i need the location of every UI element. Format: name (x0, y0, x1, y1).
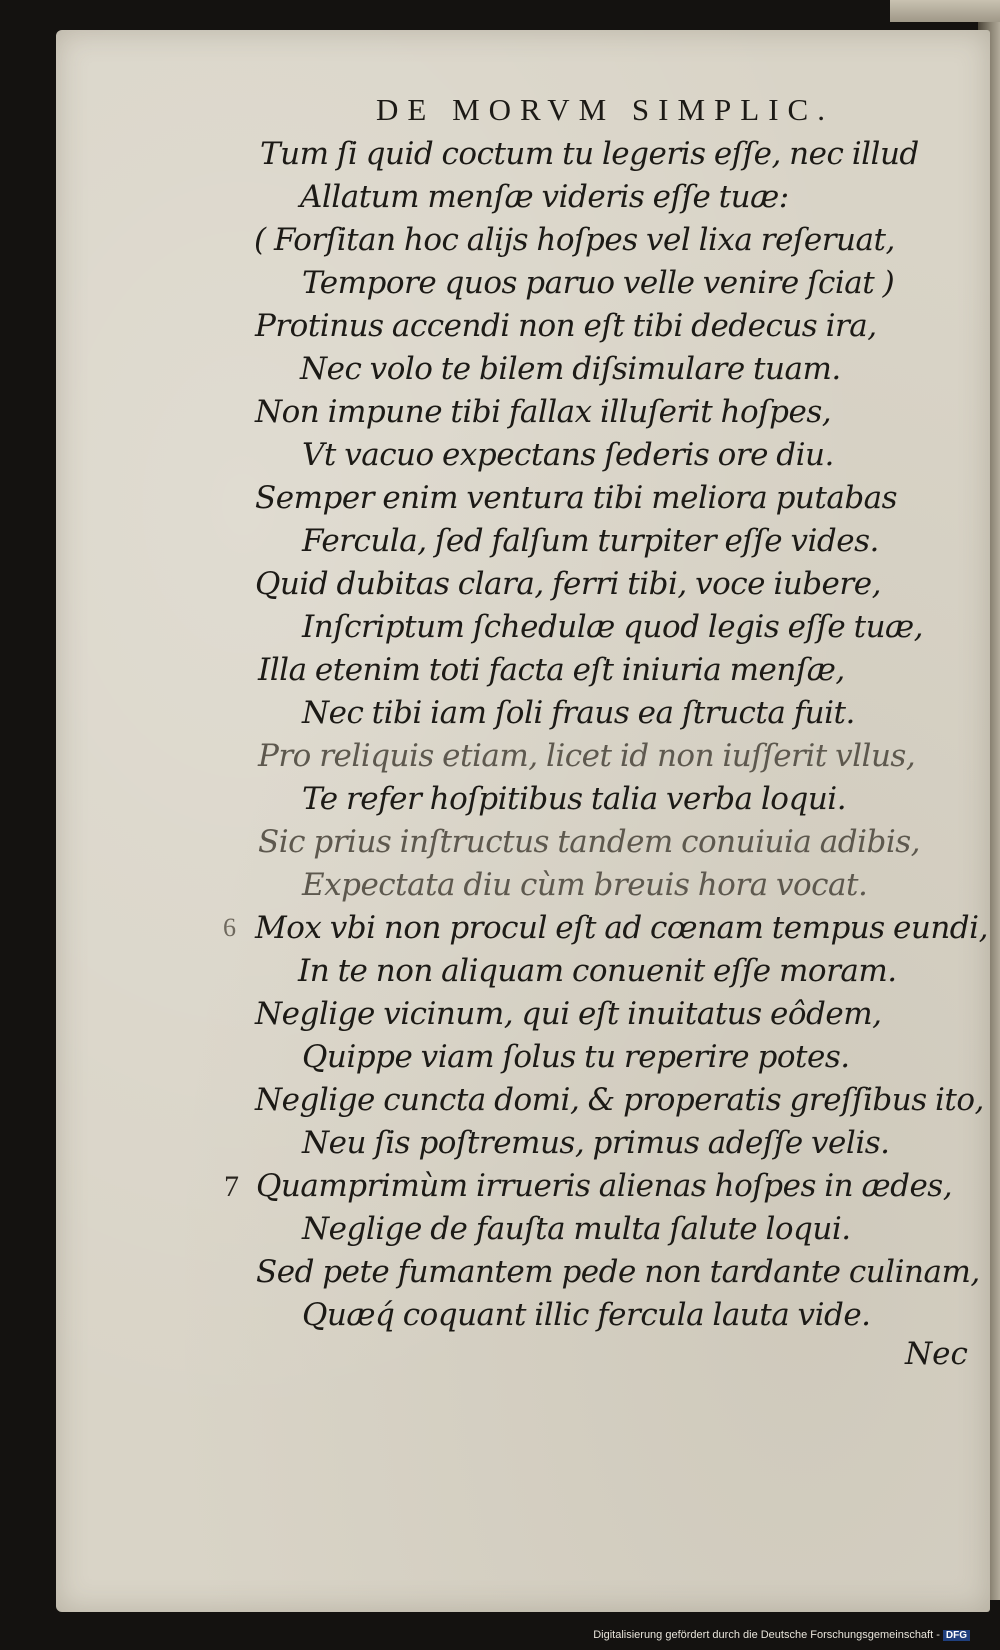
verse-line: Fercula, ſed falſum turpiter eſſe vides. (302, 523, 879, 559)
digitization-credit (593, 1629, 970, 1641)
verse-line: Quid dubitas clara, ferri tibi, voce iubere, (255, 566, 881, 602)
verse-line: Tempore quos paruo velle venire ſciat ) (302, 265, 895, 301)
verse-line: Illa etenim toti facta eſt iniuria menſæ, (258, 652, 845, 688)
verse-line: Sed pete fumantem pede non tardante culinam, (256, 1254, 980, 1290)
verse-line: In te non aliquam conuenit eſſe moram. (298, 953, 897, 989)
verse-line: Neu ſis poſtremus, primus adeſſe velis. (302, 1125, 890, 1161)
verse-line: Allatum menſæ videris eſſe tuæ: (300, 179, 789, 215)
margin-number-7: 7 (224, 1170, 239, 1203)
verse-line: Neglige cuncta domi, & properatis greſſibus ito, (255, 1082, 984, 1118)
verse-line: Nec volo te bilem diſsimulare tuam. (300, 351, 841, 387)
verse-line: Quippe viam ſolus tu reperire potes. (302, 1039, 850, 1075)
verse-line: Nec tibi iam ſoli fraus ea ſtructa fuit. (302, 695, 855, 731)
verse-line: Quamprimùm irrueris alienas hoſpes in ædes, (256, 1168, 953, 1204)
verse-line: Semper enim ventura tibi meliora putabas (255, 480, 898, 516)
verse-line: Neglige de fauſta multa ſalute loqui. (302, 1211, 851, 1247)
running-head: DE MORVM SIMPLIC. (376, 92, 834, 127)
verse-line: ( Forſitan hoc alijs hoſpes vel lixa reſeruat, (254, 222, 895, 258)
verse-line: Vt vacuo expectans ſederis ore diu. (302, 437, 834, 473)
verse-line: Inſcriptum ſchedulæ quod legis eſſe tuæ, (302, 609, 924, 645)
verse-line: Protinus accendi non eſt tibi dedecus ira, (255, 308, 877, 344)
verse-line: Tum ſi quid coctum tu legeris eſſe, nec illud (260, 136, 919, 172)
dfg-logo-badge: DFG (943, 1630, 970, 1641)
verse-line: Expectata diu cùm breuis hora vocat. (302, 867, 868, 903)
verse-line: Non impune tibi fallax illuſerit hoſpes, (255, 394, 832, 430)
verse-line: Pro reliquis etiam, licet id non iuſſerit vllus, (258, 738, 916, 774)
credit-text: Digitalisierung gefördert durch die Deutsche Forschungsgemeinschaft - (593, 1629, 940, 1641)
margin-number-6: 6 (223, 913, 236, 942)
verse-line: Mox vbi non procul eſt ad cœnam tempus eundi, (255, 910, 988, 946)
book-top-edge (890, 0, 1000, 22)
verse-line: Neglige vicinum, qui eſt inuitatus eôdem, (255, 996, 882, 1032)
verse-line: Quæq́ coquant illic fercula lauta vide. (302, 1297, 871, 1333)
verse-line: Te refer hoſpitibus talia verba loqui. (302, 781, 847, 817)
verse-line: Sic prius inſtructus tandem conuiuia adibis, (258, 824, 921, 860)
catchword: Nec (905, 1336, 968, 1372)
